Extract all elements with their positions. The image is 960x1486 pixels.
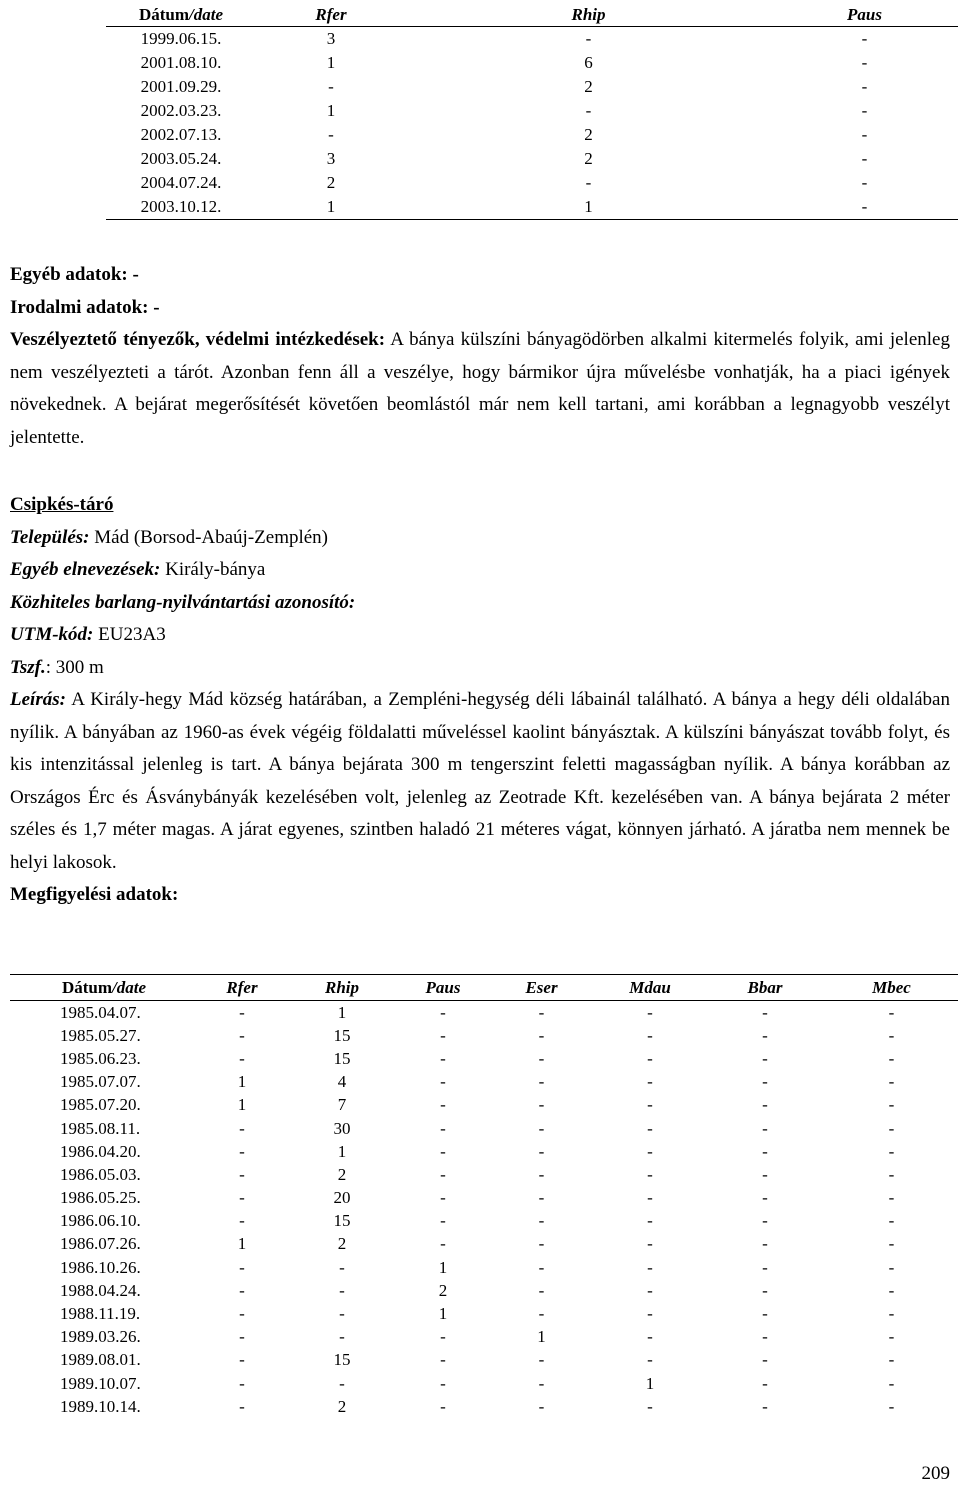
value-cell: - bbox=[538, 1025, 545, 1045]
table-row bbox=[10, 1047, 958, 1070]
value-cell: - bbox=[538, 1396, 545, 1416]
value-cell: - bbox=[440, 1396, 446, 1416]
date-cell: 1985.05.27. bbox=[60, 1025, 141, 1045]
date-cell: 1988.11.19. bbox=[60, 1304, 141, 1324]
other-names-line bbox=[10, 554, 950, 587]
value-cell: 1 bbox=[406, 195, 771, 220]
value-cell: 1 bbox=[645, 1373, 655, 1393]
value-cell: - bbox=[762, 1048, 768, 1068]
elevation-label: Tszf. bbox=[10, 656, 46, 678]
table-row bbox=[10, 1233, 958, 1256]
table-row bbox=[106, 195, 958, 220]
section-1 bbox=[10, 259, 950, 454]
value-cell: - bbox=[861, 101, 868, 120]
value-cell: - bbox=[647, 1327, 653, 1347]
threats-paragraph bbox=[10, 324, 950, 454]
value-cell: - bbox=[440, 1072, 446, 1092]
value-cell: - bbox=[538, 1048, 545, 1068]
header-bbar bbox=[705, 975, 825, 1001]
table-row bbox=[10, 1349, 958, 1372]
value-cell: - bbox=[647, 1025, 653, 1045]
value-cell: - bbox=[538, 1072, 545, 1092]
date-cell: 1988.04.24. bbox=[60, 1280, 141, 1300]
value-cell: - bbox=[328, 125, 334, 144]
value-cell: - bbox=[888, 1188, 895, 1208]
table-row bbox=[10, 1024, 958, 1047]
value-cell: - bbox=[339, 1280, 345, 1300]
table-row bbox=[106, 75, 958, 99]
value-cell: 2 bbox=[584, 77, 593, 96]
value-cell: - bbox=[888, 1072, 895, 1092]
table-row bbox=[10, 1372, 958, 1395]
table-2-body bbox=[10, 1001, 958, 1419]
value-cell: - bbox=[762, 1072, 768, 1092]
value-cell: 1 bbox=[237, 1095, 247, 1115]
value-cell: - bbox=[762, 1164, 768, 1184]
value-cell: 1 bbox=[237, 1072, 247, 1092]
header-paus-text: Paus bbox=[847, 5, 882, 24]
header-date-en: /date bbox=[189, 5, 224, 24]
value-cell: - bbox=[647, 1211, 653, 1231]
header-rfer-text: Rfer bbox=[315, 5, 347, 24]
value-cell: - bbox=[538, 1280, 545, 1300]
value-cell: - bbox=[888, 1373, 895, 1393]
table-1-body bbox=[106, 27, 958, 220]
value-cell: - bbox=[339, 1373, 345, 1393]
observation-table-2 bbox=[10, 974, 958, 1418]
table-row bbox=[10, 1279, 958, 1302]
table-header-row bbox=[106, 4, 958, 27]
table-row bbox=[106, 27, 958, 52]
value-cell: - bbox=[888, 1118, 895, 1138]
value-cell: - bbox=[888, 1350, 895, 1370]
value-cell: 1 bbox=[537, 1327, 546, 1347]
date-cell: 1986.10.26. bbox=[60, 1257, 141, 1277]
value-cell: 2 bbox=[438, 1280, 448, 1300]
value-cell: - bbox=[440, 1048, 446, 1068]
value-cell: - bbox=[647, 1095, 653, 1115]
elevation-line bbox=[10, 652, 950, 685]
table-row bbox=[10, 1071, 958, 1094]
table-row bbox=[10, 1001, 958, 1025]
date-cell: 1989.10.14. bbox=[60, 1396, 141, 1416]
table-row bbox=[106, 99, 958, 123]
value-cell: - bbox=[239, 1141, 245, 1161]
value-cell: - bbox=[762, 1141, 768, 1161]
value-cell: - bbox=[440, 1211, 446, 1231]
value-cell: - bbox=[888, 1025, 895, 1045]
table-row bbox=[10, 1302, 958, 1325]
table-row bbox=[10, 1395, 958, 1418]
header-paus bbox=[398, 975, 488, 1001]
date-cell: 2001.09.29. bbox=[140, 77, 222, 96]
observation-label: Megfigyelési adatok: bbox=[10, 884, 179, 905]
value-cell: - bbox=[888, 1141, 895, 1161]
date-cell: 1989.03.26. bbox=[60, 1327, 141, 1347]
table-row bbox=[10, 1326, 958, 1349]
value-cell: - bbox=[585, 101, 592, 120]
value-cell: - bbox=[239, 1025, 245, 1045]
value-cell: - bbox=[647, 1048, 653, 1068]
value-cell: - bbox=[239, 1188, 245, 1208]
elevation-value: : 300 m bbox=[45, 656, 104, 678]
description-paragraph bbox=[10, 684, 950, 879]
value-cell: 4 bbox=[337, 1072, 347, 1092]
value-cell: 30 bbox=[333, 1118, 351, 1138]
value-cell: - bbox=[538, 1211, 545, 1231]
date-cell: 1989.08.01. bbox=[60, 1350, 141, 1370]
description-text: A Király-hegy Mád község határában, a Zempléni-hegység déli lábainál található. A bánya a hegy déli oldalában nyílik. A bányában az 1960-as évek végéig földalatti műveléssel kaolint bányásztak. A külszíni bányászat tovább folyt, és kis intenzitással jelenleg is tart. A bánya bejárata 300 m tengerszint feletti magasságban nyílik. A bánya korábban az Országos Érc és Ásványbányák kezelésében volt, jelenleg az Zeotrade Kft. kezelésében van. A bánya bejárata 2 méter széles és 1,7 méter magas. A járat egyenes, szintben haladó 21 méteres vágat, könnyen járható. A járatba nem mennek be helyi lakosok. bbox=[10, 689, 950, 873]
registry-id-label: Közhiteles barlang-nyilvántartási azonosító: bbox=[10, 591, 356, 613]
value-cell: - bbox=[239, 1211, 245, 1231]
value-cell: - bbox=[538, 1350, 545, 1370]
value-cell: - bbox=[538, 1257, 545, 1277]
date-cell: 1986.05.03. bbox=[60, 1164, 141, 1184]
value-cell: - bbox=[861, 125, 868, 144]
value-cell: - bbox=[339, 1257, 345, 1277]
value-cell: - bbox=[538, 1234, 545, 1254]
value-cell: 15 bbox=[333, 1350, 351, 1370]
header-date-main: Dátum bbox=[61, 977, 113, 997]
value-cell: - bbox=[762, 1280, 768, 1300]
header-rhip bbox=[406, 4, 771, 27]
value-cell: - bbox=[239, 1373, 245, 1393]
table-row bbox=[10, 1094, 958, 1117]
value-cell: 1 bbox=[438, 1304, 448, 1324]
date-cell: 1985.07.20. bbox=[60, 1095, 141, 1115]
value-cell: - bbox=[440, 1373, 446, 1393]
value-cell: - bbox=[239, 1396, 245, 1416]
value-cell: 1 bbox=[326, 53, 336, 72]
date-cell: 1999.06.15. bbox=[140, 29, 222, 48]
other-names-value: Király-bánya bbox=[160, 559, 266, 580]
header-date-main: Dátum bbox=[138, 5, 190, 24]
value-cell: - bbox=[888, 1304, 895, 1324]
value-cell: 2 bbox=[337, 1234, 347, 1254]
table-header-row bbox=[10, 975, 958, 1001]
date-cell: 1986.05.25. bbox=[60, 1188, 141, 1208]
value-cell: - bbox=[762, 1327, 768, 1347]
value-cell: - bbox=[647, 1141, 653, 1161]
date-cell: 1986.04.20. bbox=[60, 1141, 141, 1161]
value-cell: - bbox=[538, 1002, 545, 1022]
date-cell: 1985.06.23. bbox=[60, 1048, 141, 1068]
value-cell: 1 bbox=[326, 101, 336, 120]
literature-label: Irodalmi adatok: - bbox=[10, 296, 160, 318]
value-cell: - bbox=[762, 1211, 768, 1231]
value-cell: - bbox=[538, 1141, 545, 1161]
header-paus-text: Paus bbox=[425, 977, 461, 997]
value-cell: 2 bbox=[584, 149, 593, 168]
table-row bbox=[10, 1140, 958, 1163]
value-cell: - bbox=[861, 173, 868, 192]
value-cell: - bbox=[888, 1327, 895, 1347]
value-cell: - bbox=[762, 1396, 768, 1416]
utm-line bbox=[10, 619, 950, 652]
header-eser-text: Eser bbox=[525, 977, 558, 997]
value-cell: - bbox=[585, 29, 592, 48]
date-cell: 2002.07.13. bbox=[140, 125, 222, 144]
header-eser bbox=[488, 975, 595, 1001]
date-cell: 2003.10.12. bbox=[106, 195, 256, 220]
value-cell: - bbox=[440, 1164, 446, 1184]
value-cell: - bbox=[762, 1234, 768, 1254]
header-mdau-text: Mdau bbox=[629, 977, 671, 997]
value-cell: - bbox=[440, 1025, 446, 1045]
value-cell: 6 bbox=[584, 53, 593, 72]
value-cell: - bbox=[888, 1164, 895, 1184]
value-cell: - bbox=[647, 1072, 653, 1092]
value-cell: 7 bbox=[337, 1095, 347, 1115]
value-cell: 20 bbox=[333, 1188, 351, 1208]
date-cell: 2002.03.23. bbox=[140, 101, 222, 120]
value-cell: - bbox=[647, 1257, 653, 1277]
value-cell: - bbox=[888, 1095, 895, 1115]
value-cell: - bbox=[339, 1304, 345, 1324]
value-cell: - bbox=[762, 1002, 768, 1022]
table-row bbox=[10, 1117, 958, 1140]
cave-title: Csipkés-táró bbox=[10, 494, 114, 515]
value-cell: 2 bbox=[337, 1396, 347, 1416]
threats-label: Veszélyeztető tényezők, védelmi intézkedések: bbox=[10, 329, 386, 350]
header-rfer bbox=[256, 4, 406, 27]
value-cell: - bbox=[440, 1234, 446, 1254]
table-row bbox=[106, 51, 958, 75]
header-rhip-text: Rhip bbox=[324, 977, 360, 997]
value-cell: 15 bbox=[333, 1048, 351, 1068]
value-cell: - bbox=[239, 1002, 245, 1022]
value-cell: - bbox=[888, 1396, 895, 1416]
observation-table-1 bbox=[106, 4, 958, 220]
value-cell: - bbox=[647, 1118, 653, 1138]
value-cell: - bbox=[585, 173, 592, 192]
value-cell: - bbox=[440, 1188, 446, 1208]
table-row bbox=[10, 1187, 958, 1210]
value-cell: - bbox=[888, 1234, 895, 1254]
header-date-en: /date bbox=[112, 977, 147, 997]
value-cell: 1 bbox=[337, 1002, 347, 1022]
utm-value: EU23A3 bbox=[93, 624, 166, 645]
value-cell: - bbox=[538, 1095, 545, 1115]
header-rhip bbox=[286, 975, 398, 1001]
value-cell: - bbox=[239, 1350, 245, 1370]
date-cell: 1986.07.26. bbox=[60, 1234, 141, 1254]
value-cell: - bbox=[861, 149, 868, 168]
other-data-label: Egyéb adatok: - bbox=[10, 264, 139, 285]
date-cell: 1989.10.07. bbox=[60, 1373, 141, 1393]
value-cell: - bbox=[762, 1350, 768, 1370]
threats-text: A bánya külszíni bányagödörben alkalmi kitermelés folyik, ami jelenleg nem veszélyezteti a tárót. Azonban fenn áll a veszélye, hogy bármikor újra művelésbe vonhatják, ha a piaci igények növekednek. A bejárat megerősítését követően beomlástól már nem kell tartani, ami korábban a legnagyobb veszélyt jelentette. bbox=[10, 329, 950, 448]
header-mbec-text: Mbec bbox=[872, 977, 911, 997]
value-cell: - bbox=[888, 1257, 895, 1277]
value-cell: 15 bbox=[333, 1211, 351, 1231]
value-cell: 1 bbox=[237, 1234, 247, 1254]
page-number: 209 bbox=[921, 1463, 950, 1484]
value-cell: - bbox=[888, 1002, 895, 1022]
value-cell: 1 bbox=[256, 195, 406, 220]
value-cell: - bbox=[647, 1234, 653, 1254]
section-2 bbox=[10, 489, 950, 912]
value-cell: - bbox=[762, 1188, 768, 1208]
value-cell: - bbox=[440, 1095, 446, 1115]
value-cell: - bbox=[538, 1304, 545, 1324]
value-cell: - bbox=[762, 1257, 768, 1277]
settlement-line bbox=[10, 522, 950, 555]
value-cell: - bbox=[861, 77, 868, 96]
value-cell: - bbox=[647, 1280, 653, 1300]
value-cell: - bbox=[762, 1025, 768, 1045]
value-cell: - bbox=[861, 29, 868, 48]
value-cell: - bbox=[440, 1327, 446, 1347]
date-cell: 1986.06.10. bbox=[60, 1211, 141, 1231]
value-cell: - bbox=[440, 1141, 446, 1161]
value-cell: 2 bbox=[584, 125, 593, 144]
header-mdau bbox=[595, 975, 705, 1001]
value-cell: - bbox=[239, 1048, 245, 1068]
value-cell: 1 bbox=[438, 1257, 448, 1277]
header-rfer bbox=[198, 975, 286, 1001]
value-cell: - bbox=[239, 1257, 245, 1277]
value-cell: - bbox=[339, 1327, 345, 1347]
value-cell: - bbox=[762, 1304, 768, 1324]
description-label: Leírás: bbox=[10, 689, 66, 710]
header-rfer-text: Rfer bbox=[226, 977, 258, 997]
value-cell: - bbox=[239, 1327, 245, 1347]
header-bbar-text: Bbar bbox=[747, 977, 783, 997]
value-cell: - bbox=[647, 1304, 653, 1324]
value-cell: - bbox=[762, 1118, 768, 1138]
value-cell: - bbox=[647, 1164, 653, 1184]
value-cell: - bbox=[239, 1304, 245, 1324]
header-date bbox=[10, 975, 198, 1001]
value-cell: - bbox=[771, 195, 958, 220]
value-cell: - bbox=[861, 53, 868, 72]
value-cell: 1 bbox=[337, 1141, 347, 1161]
value-cell: 2 bbox=[337, 1164, 347, 1184]
value-cell: - bbox=[647, 1350, 653, 1370]
value-cell: 3 bbox=[326, 29, 336, 48]
value-cell: 15 bbox=[333, 1025, 351, 1045]
value-cell: - bbox=[762, 1095, 768, 1115]
value-cell: - bbox=[440, 1350, 446, 1370]
header-date bbox=[106, 4, 256, 27]
value-cell: - bbox=[440, 1002, 446, 1022]
header-paus bbox=[771, 4, 958, 27]
value-cell: - bbox=[239, 1118, 245, 1138]
settlement-value: Mád (Borsod-Abaúj-Zemplén) bbox=[89, 526, 329, 548]
value-cell: - bbox=[538, 1373, 545, 1393]
value-cell: - bbox=[440, 1118, 446, 1138]
value-cell: - bbox=[239, 1280, 245, 1300]
value-cell: - bbox=[647, 1396, 653, 1416]
utm-label: UTM-kód: bbox=[10, 624, 94, 645]
value-cell: - bbox=[647, 1002, 653, 1022]
header-rhip-text: Rhip bbox=[571, 5, 606, 24]
date-cell: 1985.04.07. bbox=[60, 1002, 141, 1022]
value-cell: - bbox=[328, 77, 334, 96]
date-cell: 2004.07.24. bbox=[140, 173, 222, 192]
settlement-label: Település: bbox=[10, 526, 90, 548]
date-cell: 2001.08.10. bbox=[140, 53, 222, 72]
value-cell: - bbox=[762, 1373, 768, 1393]
value-cell: - bbox=[538, 1118, 545, 1138]
date-cell: 2003.05.24. bbox=[140, 149, 222, 168]
date-cell: 1985.07.07. bbox=[60, 1072, 141, 1092]
value-cell: - bbox=[888, 1048, 895, 1068]
header-mbec bbox=[825, 975, 958, 1001]
date-cell: 1985.08.11. bbox=[60, 1118, 141, 1138]
table-row bbox=[10, 1256, 958, 1279]
table-row bbox=[106, 147, 958, 171]
table-row bbox=[106, 171, 958, 195]
table-row bbox=[10, 1163, 958, 1186]
value-cell: - bbox=[888, 1211, 895, 1231]
table-row bbox=[10, 1210, 958, 1233]
value-cell: - bbox=[647, 1188, 653, 1208]
value-cell: - bbox=[888, 1280, 895, 1300]
value-cell: - bbox=[538, 1188, 545, 1208]
value-cell: 2 bbox=[326, 173, 336, 192]
value-cell: - bbox=[538, 1164, 545, 1184]
value-cell: - bbox=[239, 1164, 245, 1184]
table-row bbox=[106, 123, 958, 147]
other-names-label: Egyéb elnevezések: bbox=[10, 559, 161, 580]
value-cell: 3 bbox=[326, 149, 336, 168]
